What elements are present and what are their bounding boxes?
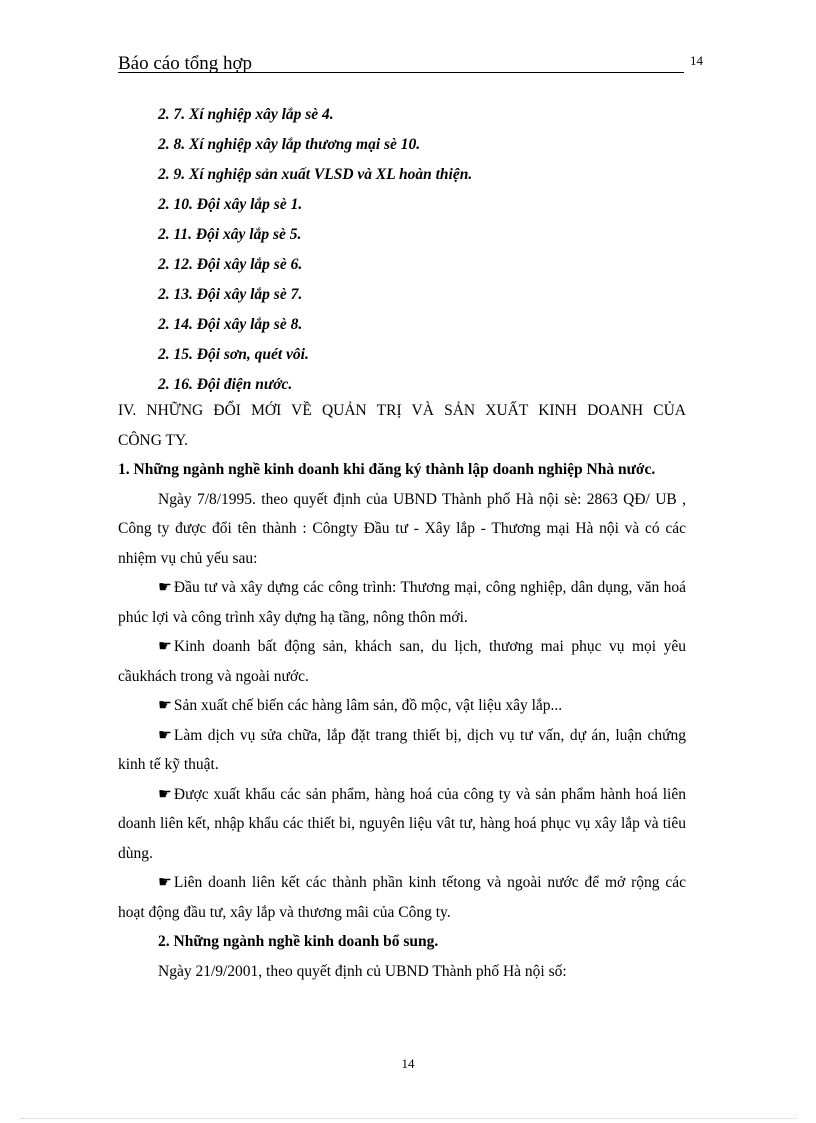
- list-item: 2. 16. Đội điện nước.: [158, 376, 293, 393]
- header-page-number: 14: [690, 53, 703, 68]
- bullet-text: Làm dịch vụ sửa chữa, lắp đặt trang thiết bị, dịch vụ tư vấn, dự án, luận chứng kinh tế kỹ thuật.: [118, 726, 686, 773]
- bullet-item: [118, 868, 686, 927]
- subsection-heading: 1. Những ngành nghề kinh doanh khi đăng ký thành lập doanh nghiệp Nhà nước.: [118, 461, 656, 478]
- section-heading-continued: CÔNG TY.: [118, 431, 189, 449]
- bullet-text: Liên doanh liên kết các thành phần kinh tếtong và ngoài nước để mở rộng các hoạt động đầu tư, xây lắp và thương mâi của Công ty.: [118, 874, 686, 921]
- bullet-text: Sản xuất chế biến các hàng lâm sản, đồ mộc, vật liệu xây lắp...: [173, 697, 563, 714]
- bullet-item: [118, 573, 686, 632]
- bullet-text: Kinh doanh bất động sản, khách san, du lịch, thương mai phục vụ mọi yêu cầukhách trong và ngoài nước.: [118, 638, 686, 685]
- list-item: 2. 8. Xí nghiệp xây lắp thương mại sè 10.: [158, 136, 421, 153]
- list-item: 2. 15. Đội sơn, quét vôi.: [158, 346, 309, 363]
- paragraph: Ngày 7/8/1995. theo quyết định của UBND Thành phố Hà nội sè: 2863 QĐ/ UB , Công ty được đổi tên thành : Côngty Đầu tư - Xây lắp - Thương mại Hà nội và có các nhiệm vụ chủ yếu sau:: [118, 490, 686, 567]
- list-item: 2. 13. Đội xây lắp sè 7.: [158, 286, 303, 303]
- bullet-item: [118, 721, 686, 780]
- bullet-text: Đầu tư và xây dựng các công trình: Thương mại, công nghiệp, dân dụng, văn hoá phúc lợi và công trình xây dựng hạ tầng, nông thôn mới.: [118, 579, 686, 626]
- bullet-item: [118, 780, 686, 869]
- list-item: 2. 11. Đội xây lắp sè 5.: [158, 226, 302, 243]
- pointing-hand-icon: ☛: [158, 579, 172, 596]
- list-item: 2. 10. Đội xây lắp sè 1.: [158, 196, 303, 213]
- list-item: 2. 7. Xí nghiệp xây lắp sè 4.: [158, 106, 334, 123]
- list-item: 2. 12. Đội xây lắp sè 6.: [158, 256, 303, 273]
- unit-list: [158, 100, 472, 400]
- footer-rule: [20, 1118, 796, 1119]
- paragraph: Ngày 21/9/2001, theo quyết định củ UBND Thành phố Hà nội số:: [158, 962, 567, 980]
- bullet-item: [118, 691, 686, 721]
- bullet-text: Được xuất khẩu các sản phẩm, hàng hoá của công ty và sản phẩm hành hoá liên doanh liên kết, nhập khẩu các thiết bi, nguyên liệu vât tư, hàng hoá phục vụ xây lắp và tiêu dùng.: [118, 785, 686, 862]
- document-body: [118, 396, 686, 986]
- bullet-item: [118, 632, 686, 691]
- pointing-hand-icon: ☛: [158, 874, 172, 891]
- footer-page-number: 14: [401, 1056, 415, 1071]
- pointing-hand-icon: ☛: [158, 638, 172, 655]
- header-rule: [118, 72, 684, 73]
- list-item: 2. 9. Xí nghiệp sản xuất VLSD và XL hoàn thiện.: [158, 166, 473, 183]
- pointing-hand-icon: ☛: [158, 726, 172, 744]
- section-heading: IV. NHỮNG ĐỔI MỚI VỀ QUẢN TRỊ VÀ SẢN XUẤT KINH DOANH CỦA: [118, 402, 686, 419]
- header-title: Báo cáo tổng hợp: [118, 53, 253, 74]
- subsection-heading: 2. Những ngành nghề kinh doanh bổ sung.: [158, 933, 439, 950]
- pointing-hand-icon: ☛: [158, 697, 172, 714]
- pointing-hand-icon: ☛: [158, 785, 172, 803]
- list-item: 2. 14. Đội xây lắp sè 8.: [158, 316, 303, 333]
